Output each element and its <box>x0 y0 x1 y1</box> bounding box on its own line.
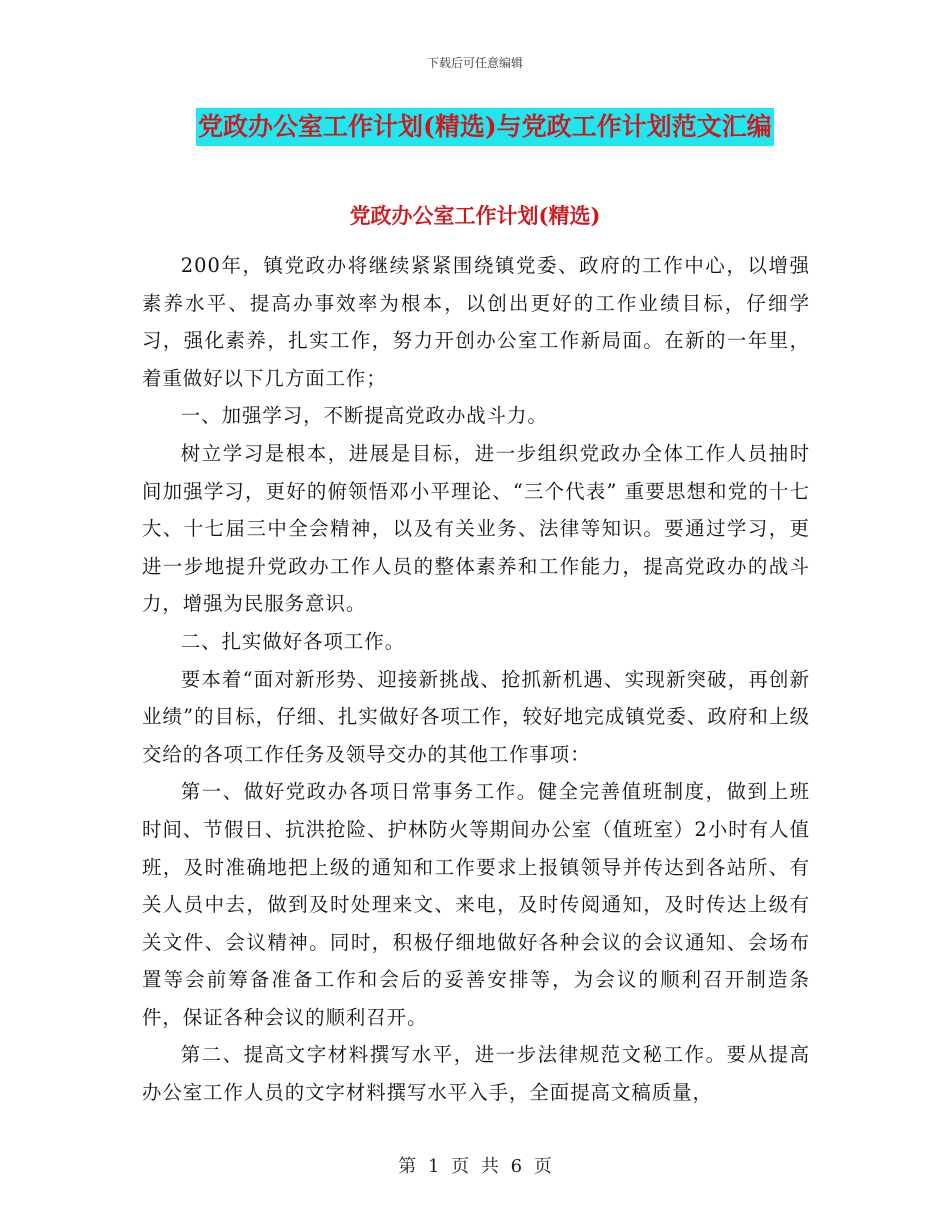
paragraph-heading-1: 一、加强学习，不断提高党政办战斗力。 <box>180 404 548 428</box>
document-body <box>142 247 810 1112</box>
paragraph-writing: 第二、提高文字材料撰写水平，进一步法律规范文秘工作。要从提高办公室工作人员的文字材料撰写水平入手，全面提高文稿质量， <box>142 1043 810 1105</box>
main-title: 党政办公室工作计划(精选)与党政工作计划范文汇编 <box>196 108 774 146</box>
paragraph-daily-affairs: 第一、做好党政办各项日常事务工作。健全完善值班制度，做到上班时间、节假日、抗洪抢险、护林防火等期间办公室（值班室）2小时有人值班，及时准确地把上级的通知和工作要求上报镇领导并传达到各站所、有关人员中去，做到及时处理来文、来电，及时传阅通知，及时传达上级有关文件、会议精神。同时，积极仔细地做好各种会议的会议通知、会场布置等会前筹备准备工作和会后的妥善安排等，为会议的顺利召开制造条件，保证各种会议的顺利召开。 <box>142 780 810 1029</box>
paragraph-study: 树立学习是根本，进展是目标，进一步组织党政办全体工作人员抽时间加强学习，更好的俯领悟邓小平理论、“三个代表” 重要思想和党的十七大、十七届三中全会精神，以及有关业务、法律等知识。要通过学习，更进一步地提升党政办工作人员的整体素养和工作能力，提高党政办的战斗力，增强为民服务意识。 <box>142 441 810 616</box>
paragraph-intro: 200年，镇党政办将继续紧紧围绕镇党委、政府的工作中心，以增强素养水平、提高办事效率为根本，以创出更好的工作业绩目标，仔细学习，强化素养，扎实工作，努力开创办公室工作新局面。在新的一年里，着重做好以下几方面工作； <box>142 254 810 390</box>
section-title: 党政办公室工作计划(精选) <box>349 203 601 228</box>
header-note: 下载后可任意编辑 <box>426 56 523 70</box>
paragraph-heading-2: 二、扎实做好各项工作。 <box>180 629 406 653</box>
page-footer: 第 1 页 共 6 页 <box>398 1156 552 1177</box>
paragraph-goals: 要本着“面对新形势、迎接新挑战、抢抓新机遇、实现新突破，再创新业绩”的目标，仔细、扎实做好各项工作，较好地完成镇党委、政府和上级交给的各项工作任务及领导交办的其他工作事项： <box>142 667 810 766</box>
